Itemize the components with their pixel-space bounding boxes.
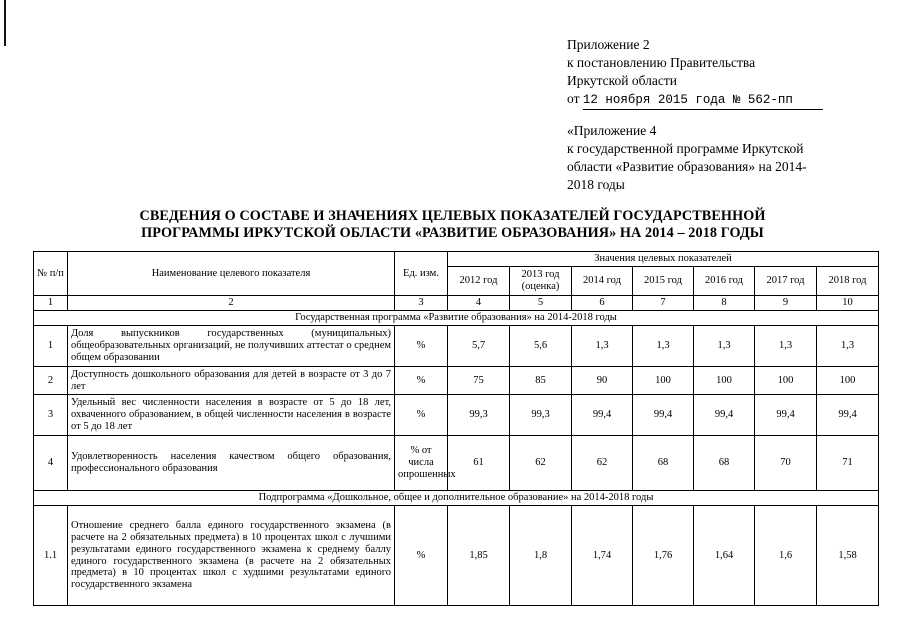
section-title: Подпрограмма «Дошкольное, общее и дополнительное образование» на 2014-2018 годы	[34, 491, 879, 506]
column-number: 5	[510, 296, 572, 311]
annex-line: Приложение 2	[567, 37, 650, 52]
header-year: 2017 год	[755, 267, 817, 296]
document-title-line: СВЕДЕНИЯ О СОСТАВЕ И ЗНАЧЕНИЯХ ЦЕЛЕВЫХ ПОКАЗАТЕЛЕЙ ГОСУДАРСТВЕННОЙ	[139, 208, 766, 224]
program-annex-line: к государственной программе Иркутской	[567, 141, 804, 156]
row-value: 5,7	[448, 326, 510, 367]
header-num: № п/п	[34, 252, 68, 296]
row-value: 1,3	[572, 326, 633, 367]
row-value: 99,4	[633, 395, 694, 436]
row-value: 99,4	[572, 395, 633, 436]
table-row	[34, 506, 879, 606]
program-annex-line: 2018 годы	[567, 177, 625, 192]
row-name: Доступность дошкольного образования для детей в возрасте от 3 до 7 лет	[68, 367, 395, 395]
row-value: 100	[694, 367, 755, 395]
row-value: 99,4	[755, 395, 817, 436]
row-num: 1.1	[34, 506, 68, 606]
row-name: Удовлетворенность населения качеством общего образования, профессионального образования	[68, 436, 395, 491]
row-value: 70	[755, 436, 817, 491]
column-number: 2	[68, 296, 395, 311]
row-value: 100	[633, 367, 694, 395]
row-value: 100	[817, 367, 879, 395]
row-value: 99,4	[694, 395, 755, 436]
row-value: 61	[448, 436, 510, 491]
row-num: 3	[34, 395, 68, 436]
row-value: 1,3	[633, 326, 694, 367]
header-year: 2012 год	[448, 267, 510, 296]
annex-date-prefix: от	[567, 91, 580, 106]
header-year: 2018 год	[817, 267, 879, 296]
row-name: Удельный вес численности населения в возрасте от 5 до 18 лет, охваченного образованием, в общей численности населения в возрасте от 5 до 18 лет	[68, 395, 395, 436]
table-row	[34, 367, 879, 395]
header-year: 2013 год (оценка)	[510, 267, 572, 296]
column-number: 9	[755, 296, 817, 311]
table-row	[34, 395, 879, 436]
row-value: 1,85	[448, 506, 510, 606]
column-number: 4	[448, 296, 510, 311]
program-annex-line: «Приложение 4	[567, 123, 657, 138]
row-value: 85	[510, 367, 572, 395]
section-row	[34, 491, 879, 506]
row-value: 1,64	[694, 506, 755, 606]
annex-line: Иркутской области	[567, 73, 678, 88]
page-edge-line	[4, 0, 6, 46]
row-value: 62	[572, 436, 633, 491]
row-num: 1	[34, 326, 68, 367]
row-unit: %	[395, 506, 448, 606]
row-value: 1,76	[633, 506, 694, 606]
row-name: Доля выпускников государственных (муниципальных) общеобразовательных организаций, не получивших аттестат о среднем общем образовании	[68, 326, 395, 367]
row-value: 62	[510, 436, 572, 491]
row-value: 1,58	[817, 506, 879, 606]
column-number: 10	[817, 296, 879, 311]
row-unit: %	[395, 395, 448, 436]
row-value: 1,6	[755, 506, 817, 606]
header-unit: Ед. изм.	[395, 252, 448, 296]
header-year: 2015 год	[633, 267, 694, 296]
row-value: 1,3	[817, 326, 879, 367]
header-values-group: Значения целевых показателей	[448, 252, 879, 267]
row-name: Отношение среднего балла единого государственного экзамена (в расчете на 2 обязательных предмета) в 10 процентах школ с лучшими результатами единого государственного экзамена к среднему баллу единого государственного экзамена (в расчете на 2 обязательных предмета) в 10 процентах школ с худшими результатами единого государственного экзамена	[68, 506, 395, 606]
table-row	[34, 326, 879, 367]
row-unit: % от числа опрошенных	[395, 436, 448, 491]
header-year: 2014 год	[572, 267, 633, 296]
program-annex-header	[567, 122, 867, 194]
row-value: 68	[633, 436, 694, 491]
annex-header	[567, 36, 877, 110]
row-value: 1,3	[694, 326, 755, 367]
program-annex-line: области «Развитие образования» на 2014-	[567, 159, 807, 174]
column-numbers-row	[34, 296, 879, 311]
row-value: 5,6	[510, 326, 572, 367]
column-number: 7	[633, 296, 694, 311]
row-value: 1,8	[510, 506, 572, 606]
column-number: 1	[34, 296, 68, 311]
row-value: 99,3	[510, 395, 572, 436]
row-value: 1,3	[755, 326, 817, 367]
row-value: 1,74	[572, 506, 633, 606]
row-value: 71	[817, 436, 879, 491]
row-num: 4	[34, 436, 68, 491]
section-title: Государственная программа «Развитие образования» на 2014-2018 годы	[34, 311, 879, 326]
row-unit: %	[395, 326, 448, 367]
row-value: 75	[448, 367, 510, 395]
section-row	[34, 311, 879, 326]
row-unit: %	[395, 367, 448, 395]
annex-line: к постановлению Правительства	[567, 55, 756, 70]
row-value: 99,4	[817, 395, 879, 436]
row-value: 100	[755, 367, 817, 395]
row-value: 68	[694, 436, 755, 491]
column-number: 6	[572, 296, 633, 311]
column-number: 8	[694, 296, 755, 311]
indicators-table	[33, 251, 879, 606]
annex-date-value: 12 ноября 2015 года № 562-пп	[583, 91, 823, 110]
row-num: 2	[34, 367, 68, 395]
header-year: 2016 год	[694, 267, 755, 296]
column-number: 3	[395, 296, 448, 311]
header-name: Наименование целевого показателя	[68, 252, 395, 296]
document-title-line: ПРОГРАММЫ ИРКУТСКОЙ ОБЛАСТИ «РАЗВИТИЕ ОБРАЗОВАНИЯ» НА 2014 – 2018 ГОДЫ	[141, 225, 764, 241]
annex-date-line	[567, 90, 877, 110]
row-value: 90	[572, 367, 633, 395]
row-value: 99,3	[448, 395, 510, 436]
document-title	[40, 208, 865, 242]
table-row	[34, 436, 879, 491]
